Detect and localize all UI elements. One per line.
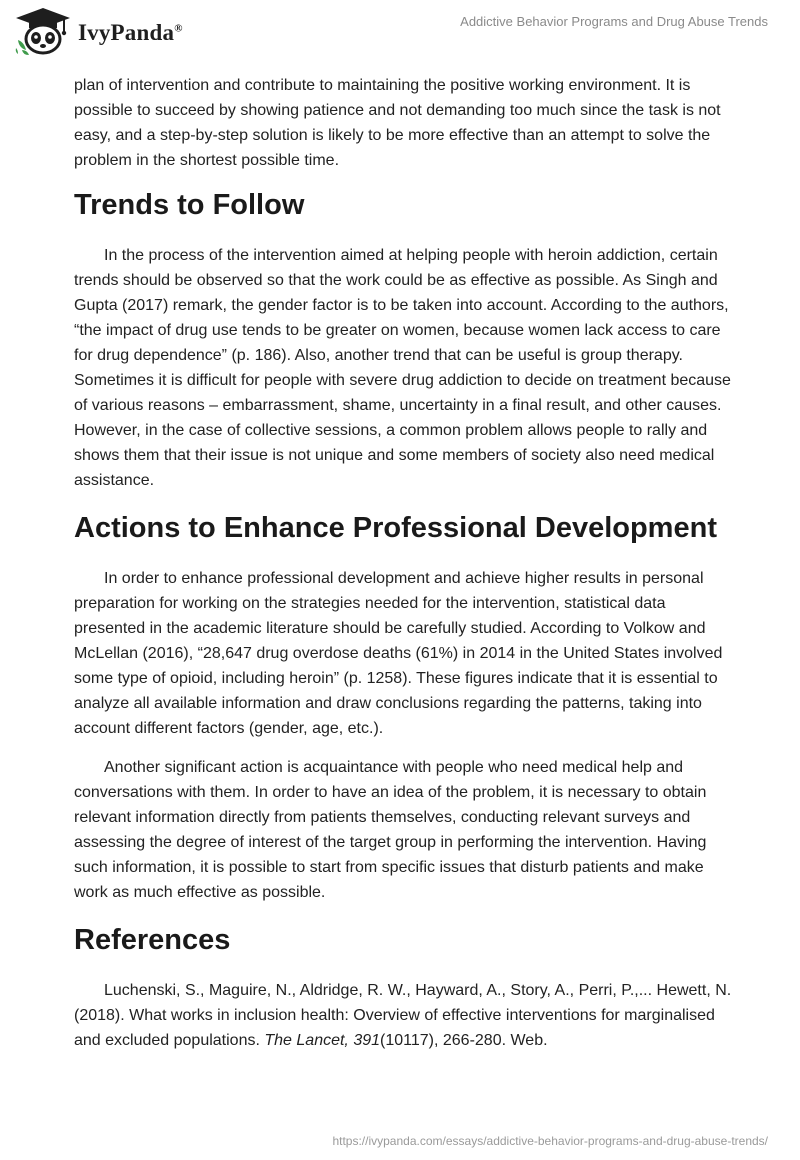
reference-entry (74, 978, 734, 1053)
reference-issue-pages: (10117), 266-280. Web. (380, 1032, 548, 1049)
ivypanda-logo[interactable] (14, 6, 214, 58)
essay-content (74, 73, 734, 1053)
page-header (0, 0, 800, 70)
actions-paragraph-1: In order to enhance professional development and achieve higher results in personal preparation for working on the strategies needed for the intervention, statistical data presented in the academic literature should be carefully studied. According to Volkow and McLellan (2016), “28,647 drug overdose deaths (61%) in 2014 in the United States involved some type of opioid, including heroin” (p. 1258). These figures indicate that it is essential to analyze all available information and draw conclusions regarding the patterns, taking into account different factors (gender, age, etc.). (74, 570, 723, 737)
document-title: Addictive Behavior Programs and Drug Abuse Trends (460, 14, 768, 29)
section-heading-trends: Trends to Follow (74, 189, 305, 221)
registered-mark: ® (174, 22, 183, 35)
reference-journal: The Lancet, 391 (264, 1032, 381, 1049)
source-url[interactable]: https://ivypanda.com/essays/addictive-behavior-programs-and-drug-abuse-trends/ (332, 1134, 768, 1148)
reference-text: Luchenski, S., Maguire, N., Aldridge, R. W., Hayward, A., Story, A., Perri, P.,... Hewett, N. (2018). What works in inclusion health: Overview of effective interventions for marginalised and excluded populations. (74, 982, 732, 1049)
actions-paragraph-2: Another significant action is acquaintance with people who need medical help and conversations with them. In order to have an idea of the problem, it is necessary to obtain relevant information directly from patients themselves, conducting relevant surveys and assessing the degree of interest of the target group in performing the intervention. Having such information, it is possible to start from specific issues that disturb patients and make work as much effective as possible. (74, 759, 707, 901)
section-heading-actions: Actions to Enhance Professional Development (74, 512, 717, 544)
intro-paragraph: plan of intervention and contribute to maintaining the positive working environment. It is possible to succeed by showing patience and not demanding too much since the task is not easy, and a step-by-step solution is likely to be more effective than an attempt to solve the problem in the shortest possible time. (74, 77, 721, 169)
references-heading: References (74, 924, 231, 956)
brand-name: IvyPanda® (78, 20, 183, 45)
trends-paragraph: In the process of the intervention aimed at helping people with heroin addiction, certain trends should be observed so that the work could be as effective as possible. As Singh and Gupta (2017) remark, the gender factor is to be taken into account. According to the authors, “the impact of drug use tends to be greater on women, because women lack access to care for drug dependence” (p. 186). Also, another trend that can be useful is group therapy. Sometimes it is difficult for people with severe drug addiction to decide on treatment because of various reasons – embarrassment, shame, uncertainty in a final result, and other causes. However, in the case of collective sessions, a common problem allows people to rally and shows them that their issue is not unique and some members of society also need medical assistance. (74, 247, 731, 489)
panda-graduate-icon (14, 6, 72, 56)
